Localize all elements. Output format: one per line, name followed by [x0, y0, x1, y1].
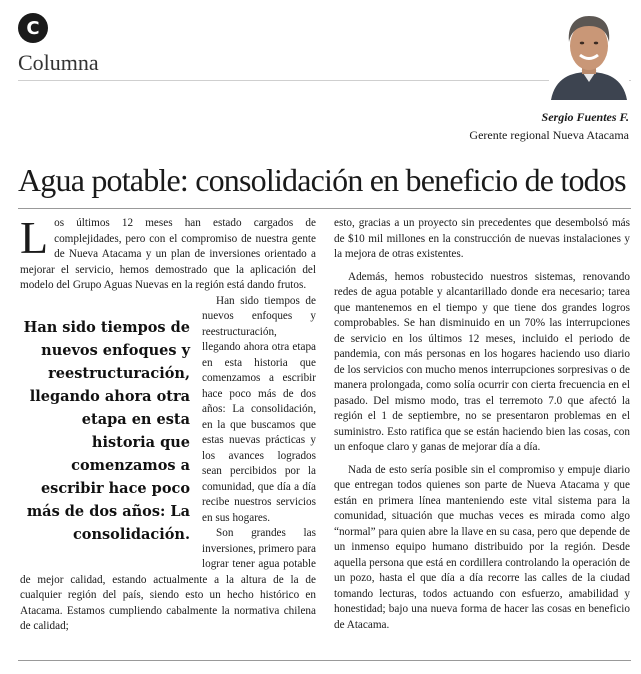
paragraph-project: esto, gracias a un proyecto sin precedentes que desembolsó más de $10 mil millones en la construcción de nuevas instalaciones y la mejora de otras existentes. [334, 217, 630, 260]
paragraph-intro [20, 212, 316, 294]
intro-text: os últimos 12 meses han estado cargados de complejidades, pero con el compromiso de nuestra gente de Nueva Atacama y un plan de inversiones orientado a mejorar el servicio, hemos demostrado que la aplicación del modelo del Grupo Aguas Nuevas en la región está dando frutos. [20, 217, 316, 291]
column-right [334, 216, 630, 633]
author-role: Gerente regional Nueva Atacama [469, 128, 629, 142]
drop-cap: L [20, 212, 49, 263]
author-portrait-icon [549, 8, 629, 100]
paragraph-systems: Además, hemos robustecido nuestros sistemas, renovando redes de agua potable y alcantarillado donde era necesario; tarea que mantenemos en el tiempo y que tiene dos grandes logros comprobables. Se han disminuido en un 70% las interrupciones de servicio en los últimos 12 meses, incluido el periodo de pandemia, con más personas en los hogares haciendo uso diario de los servicios con mucho menos interrupciones sorpresivas o de manera prolongada, como solía ocurrir con cierta frecuencia en el pasado. Del mismo modo, tras el terremoto 7.0 que afectó la región el 1 de septiembre, no se presentaron problemas en el suministro. Esto ratifica que se están haciendo bien las cosas, con un enfoque claro y ganas de mejorar día a día. [334, 270, 630, 453]
column-left [20, 212, 317, 635]
author-block [469, 108, 629, 144]
headline-divider [18, 208, 631, 209]
top-divider [18, 80, 631, 81]
paragraph-team: Nada de esto sería posible sin el compromiso y empuje diario que entregan todos quienes son parte de Nueva Atacama y que están en primera línea manteniendo este vital sistema para la comunidad, situación que muchas veces es mirada como algo “normal” para quien abre la llave en su casa, pero que depende de un inmenso equipo humano distribuido por la región. Desde aquella persona que está en cordillera controlando la operación de un pozo, hasta el que día a día recorre las calles de la ciudad tomando lecturas, todos actuando con esfuerzo, amabilidad y honestidad; bajo una nueva forma de hacer las cosas en beneficio de Atacama. [334, 463, 630, 631]
paragraph-investments: Son grandes las inversiones, primero para lograr tener agua potable de mejor calidad, estando actualmente a la altura de la de cualquier región del país, siendo esto un hecho histórico en Atacama. Estamos cumpliendo cabalmente la normativa chilena de calidad; [20, 527, 317, 632]
column-badge: C [18, 13, 48, 43]
headline: Agua potable: consolidación en beneficio de todos [18, 162, 626, 198]
author-photo [549, 8, 629, 100]
section-label: Columna [18, 50, 99, 75]
pull-quote: Han sido tiempos de nuevos enfoques y reestructuración, llegando ahora otra etapa en esta historia que comenzamos a escribir hace poco más de dos años: La consolidación. [23, 318, 190, 543]
bottom-divider [18, 660, 631, 661]
paragraph-consolidation: Han sido tiempos de nuevos enfoques y reestructuración, llegando ahora otra etapa en esta historia que comenzamos a escribir hace poco más de dos años: La consolidación, en la que buscamos que estas nuevas prácticas y los avances logrados sean percibidos por la comunidad, que día a día recibe nuestros servicios en sus hogares. [202, 294, 316, 524]
author-name: Sergio Fuentes F. [541, 110, 629, 124]
